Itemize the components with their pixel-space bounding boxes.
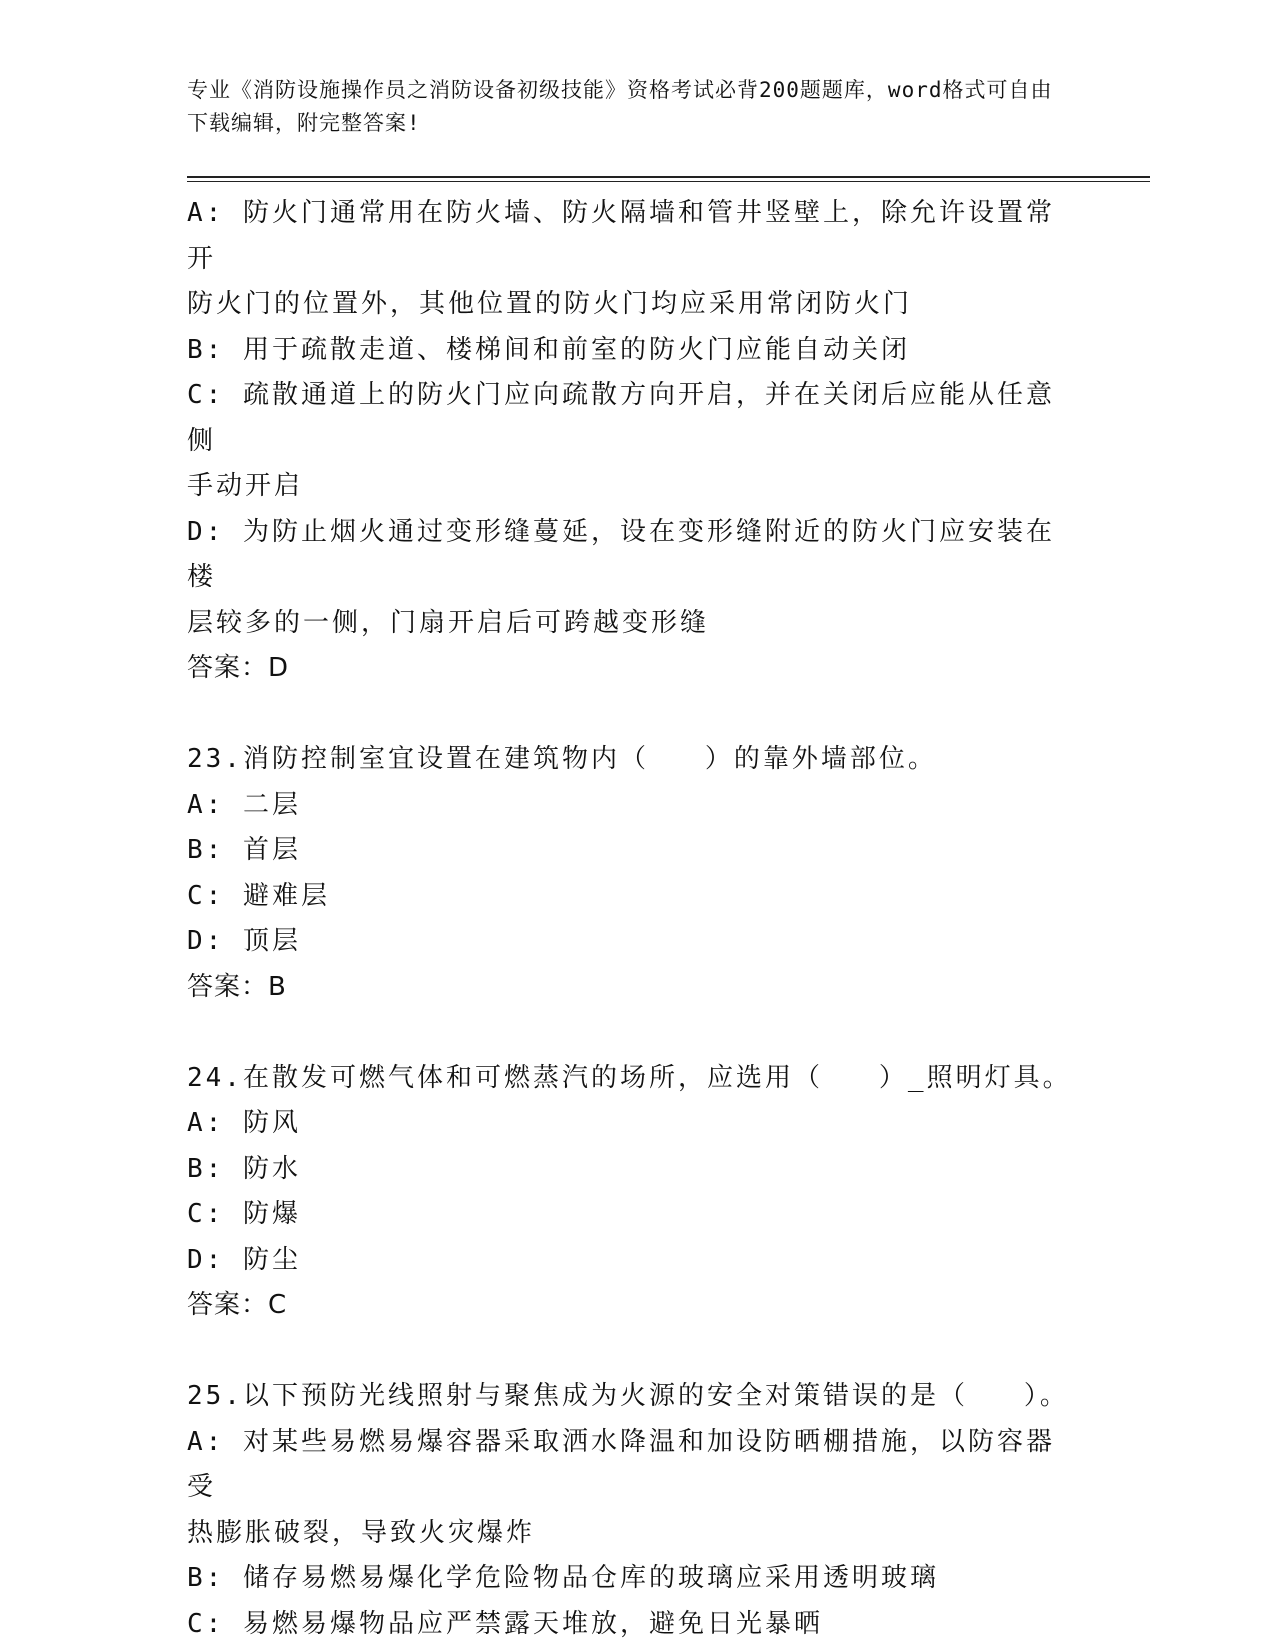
answer-text: 答案：B bbox=[187, 971, 287, 1002]
spacer bbox=[187, 1010, 1082, 1056]
header-rule-thin bbox=[187, 181, 1150, 182]
option-d-line-1: D: 防尘 bbox=[187, 1244, 301, 1275]
question-block bbox=[187, 1056, 1082, 1329]
document-header bbox=[187, 74, 1067, 140]
spacer bbox=[187, 1329, 1082, 1375]
answer-text: 答案：C bbox=[187, 1290, 288, 1320]
option-a-line-1: A: 对某些易燃易爆容器采取洒水降温和加设防晒棚措施，以防容器受 bbox=[187, 1426, 1055, 1502]
option-d-line-1: D: 为防止烟火通过变形缝蔓延，设在变形缝附近的防火门应安装在楼 bbox=[187, 516, 1055, 592]
option-a-line-1: A: 防火门通常用在防火墙、防火隔墙和管井竖壁上，除允许设置常开 bbox=[187, 198, 1055, 274]
option-d-line-1: D: 顶层 bbox=[187, 926, 301, 956]
option-b-line-1: B: 首层 bbox=[187, 835, 301, 865]
question-block bbox=[187, 191, 1082, 692]
question-block bbox=[187, 1374, 1082, 1647]
option-c-line-1: C: 疏散通道上的防火门应向疏散方向开启，并在关闭后应能从任意侧 bbox=[187, 380, 1055, 456]
option-a-line-2: 热膨胀破裂，导致火灾爆炸 bbox=[187, 1517, 536, 1548]
option-d-line-2: 层较多的一侧，门扇开启后可跨越变形缝 bbox=[187, 607, 710, 638]
question-stem: 24.在散发可燃气体和可燃蒸汽的场所，应选用（ ）_照明灯具。 bbox=[187, 1062, 1072, 1093]
question-stem: 25.以下预防光线照射与聚焦成为火源的安全对策错误的是（ ）。 bbox=[187, 1381, 1069, 1411]
header-text: 专业《消防设施操作员之消防设备初级技能》资格考试必背200题题库，word格式可自由下载编辑，附完整答案! bbox=[187, 78, 1053, 135]
option-c-line-1: C: 避难层 bbox=[187, 880, 330, 911]
question-block bbox=[187, 737, 1082, 1010]
option-a-line-1: A: 二层 bbox=[187, 789, 301, 820]
option-c-line-2: 手动开启 bbox=[187, 471, 304, 501]
option-c-line-1: C: 防爆 bbox=[187, 1199, 301, 1229]
option-b-line-1: B: 储存易燃易爆化学危险物品仓库的玻璃应采用透明玻璃 bbox=[187, 1563, 939, 1593]
question-list bbox=[187, 191, 1082, 1647]
question-stem: 23.消防控制室宜设置在建筑物内（ ）的靠外墙部位。 bbox=[187, 744, 937, 774]
option-b-line-1: B: 用于疏散走道、楼梯间和前室的防火门应能自动关闭 bbox=[187, 334, 910, 365]
header-rule-thick bbox=[187, 176, 1150, 178]
spacer bbox=[187, 692, 1082, 738]
option-a-line-2: 防火门的位置外，其他位置的防火门均应采用常闭防火门 bbox=[187, 289, 913, 319]
option-c-line-1: C: 易燃易爆物品应严禁露天堆放，避免日光暴晒 bbox=[187, 1608, 823, 1639]
option-b-line-1: B: 防水 bbox=[187, 1153, 301, 1184]
answer-text: 答案：D bbox=[187, 653, 290, 683]
option-a-line-1: A: 防风 bbox=[187, 1108, 301, 1138]
